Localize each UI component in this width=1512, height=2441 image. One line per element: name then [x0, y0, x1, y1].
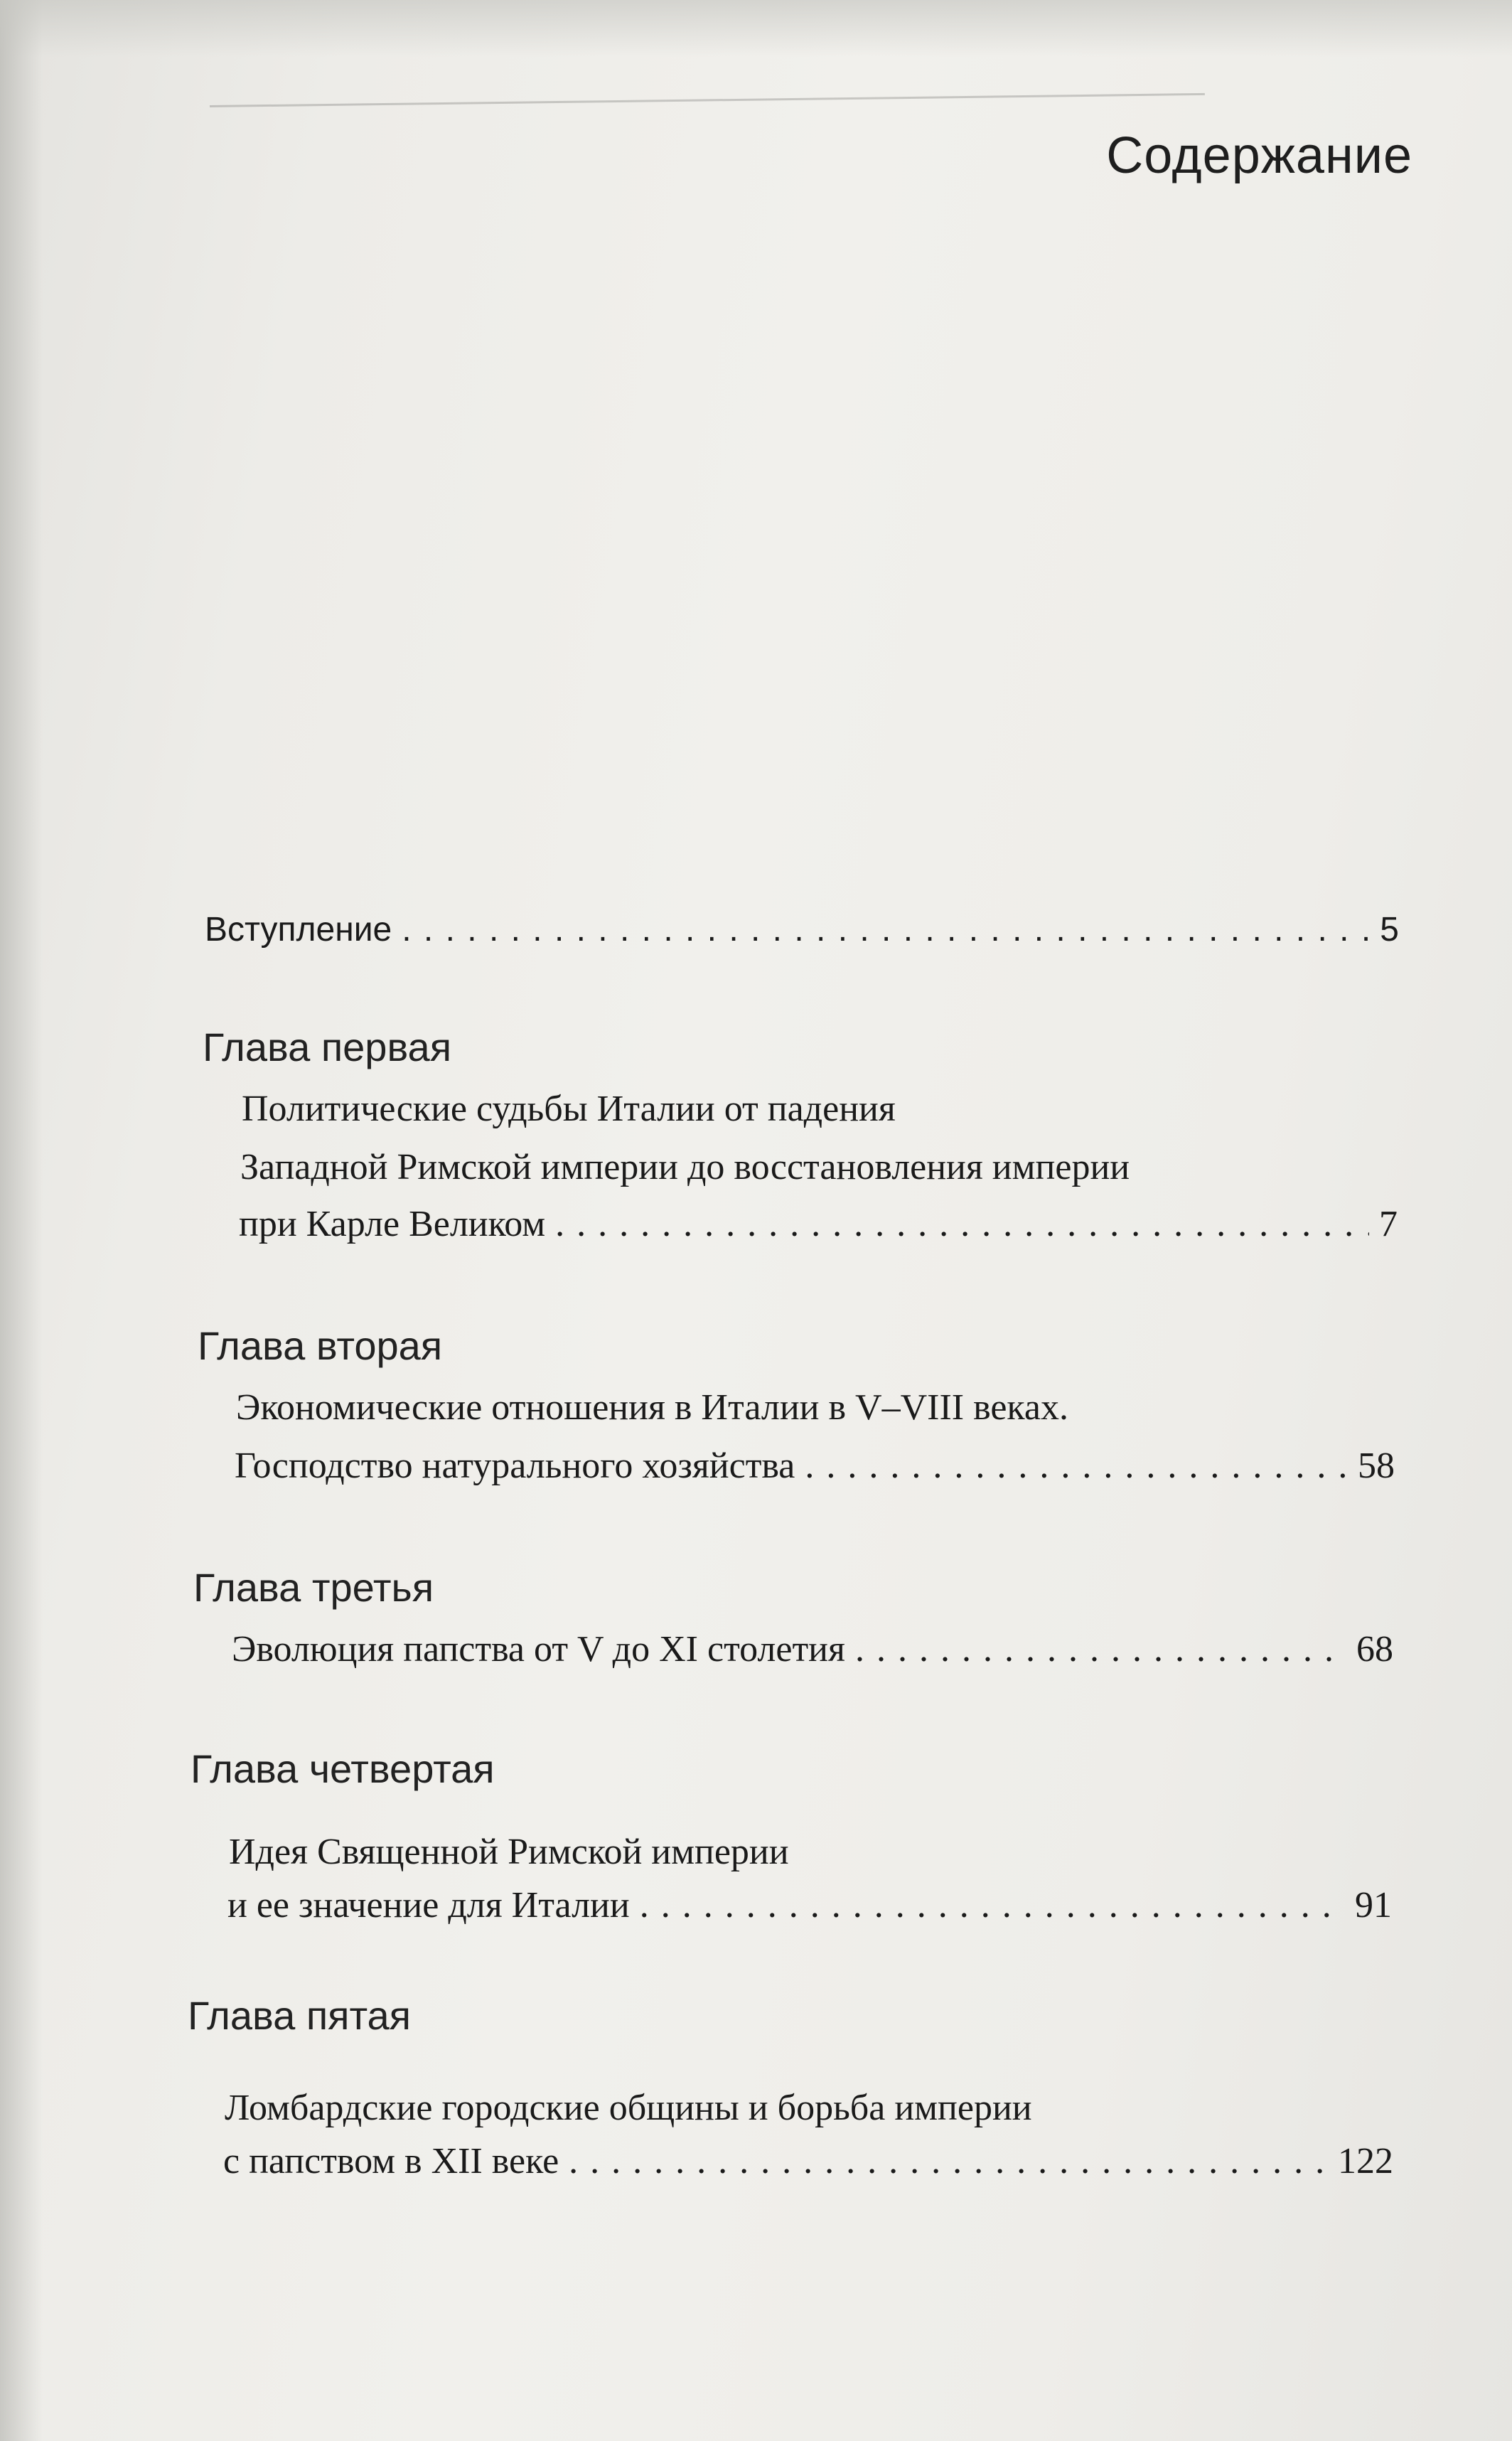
toc-leader-dots: [555, 1203, 1369, 1245]
chapter-heading: Глава третья: [193, 1565, 434, 1610]
toc-leader-dots: [640, 1884, 1345, 1926]
toc-entry-label: Эволюция папства от V до XI столетия: [232, 1629, 845, 1670]
toc-page-number: 91: [1355, 1885, 1392, 1925]
toc-entry-line[interactable]: Экономические отношения в Италии в V–VIII веках.: [236, 1387, 1068, 1428]
toc-entry-chapter-2[interactable]: [235, 1445, 1395, 1487]
toc-entry-chapter-5[interactable]: [223, 2140, 1393, 2182]
toc-entry-line[interactable]: Ломбардские городские общины и борьба империи: [225, 2088, 1032, 2128]
toc-entry-line[interactable]: Политические судьбы Италии от падения: [242, 1089, 896, 1129]
toc-entry-label: Вступление: [205, 911, 392, 949]
toc-page-number: 122: [1338, 2141, 1393, 2181]
toc-entry-intro[interactable]: [205, 910, 1399, 949]
chapter-heading: Глава первая: [203, 1025, 452, 1069]
chapter-heading: Глава пятая: [188, 1993, 411, 2038]
toc-leader-dots: [855, 1628, 1346, 1670]
toc-entry-chapter-1[interactable]: [239, 1203, 1398, 1245]
toc-entry-label: и ее значение для Италии: [227, 1885, 630, 1925]
toc-page-number: 68: [1356, 1629, 1393, 1670]
toc-entry-line[interactable]: Идея Священной Римской империи: [229, 1832, 789, 1872]
toc-entry-chapter-4[interactable]: [227, 1884, 1392, 1926]
page-gutter-shadow: [0, 0, 43, 2441]
toc-page-number: 7: [1379, 1204, 1398, 1244]
page-top-shadow: [0, 0, 1512, 57]
toc-entry-line[interactable]: Западной Римской империи до восстановления империи: [240, 1147, 1130, 1187]
toc-leader-dots: [569, 2140, 1328, 2182]
chapter-heading: Глава четвертая: [191, 1746, 495, 1791]
chapter-heading: Глава вторая: [198, 1323, 443, 1368]
page-title: Содержание: [1106, 127, 1412, 184]
toc-entry-label: с папством в XII веке: [223, 2141, 559, 2181]
toc-entry-label: при Карле Великом: [239, 1204, 546, 1244]
toc-page-number: 5: [1380, 911, 1399, 949]
toc-page-number: 58: [1358, 1446, 1395, 1486]
toc-entry-chapter-3[interactable]: [232, 1628, 1393, 1670]
toc-entry-label: Господство натурального хозяйства: [235, 1446, 795, 1486]
header-rule: [210, 93, 1205, 107]
toc-leader-dots: [805, 1445, 1348, 1487]
toc-leader-dots: [402, 910, 1370, 949]
